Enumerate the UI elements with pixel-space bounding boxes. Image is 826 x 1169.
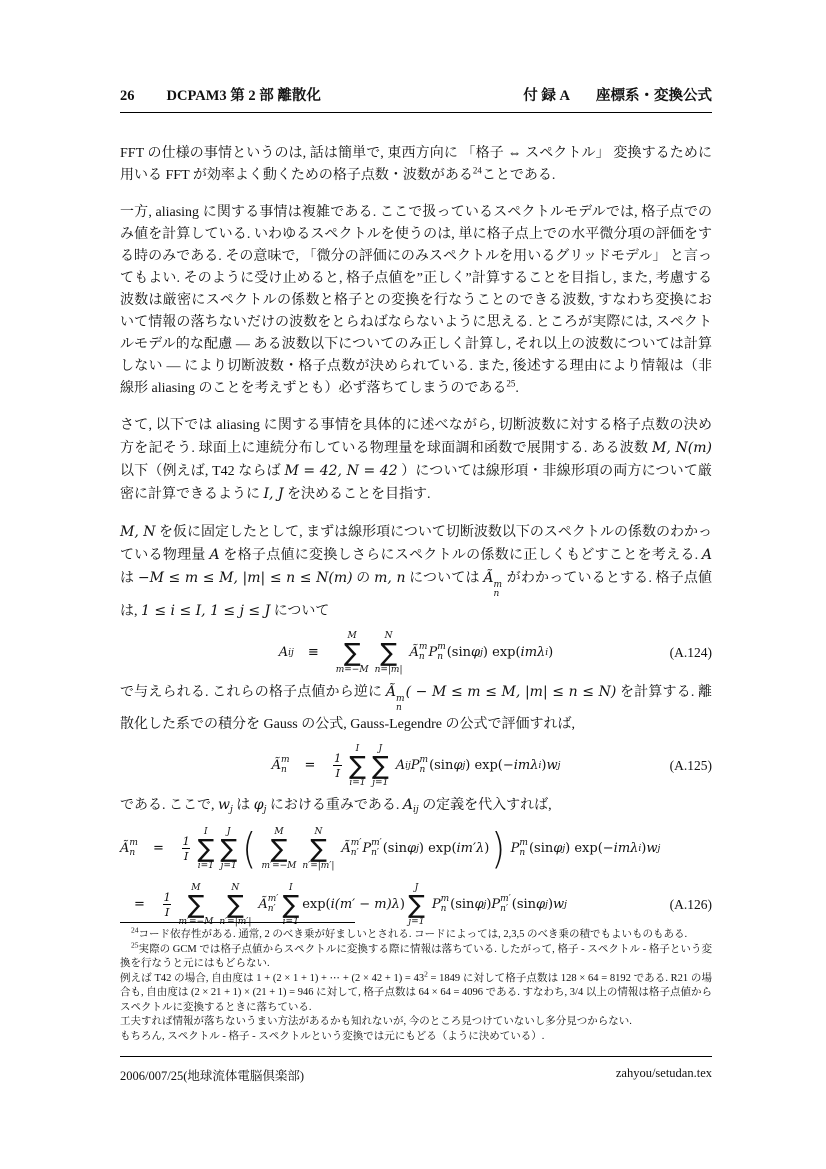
paragraph-sate [120, 415, 712, 506]
footnote-24 [120, 925, 712, 943]
math-run: −imλ [502, 758, 539, 774]
text-run: ことである. [481, 168, 556, 183]
sum-operator [375, 631, 403, 675]
sum-upper-limit: I [204, 826, 208, 837]
chapter-title: DCPAM3 第 2 部 離散化 [166, 88, 321, 104]
sum-operator [197, 827, 214, 871]
sum-lower-limit: i=1 [197, 860, 214, 871]
weight-w: w [553, 897, 565, 913]
text-run: ）については線形項・非線形項の両方について厳密に計算できるように [120, 464, 712, 502]
sum-upper-limit: J [414, 882, 419, 893]
sigma-icon: ∑ [343, 638, 361, 667]
supsub [493, 581, 502, 600]
supsub [441, 895, 450, 914]
legendre-P: P [491, 897, 501, 913]
phi-symbol: φ [453, 758, 463, 774]
text-run: ) exp( [482, 645, 521, 661]
numerator: 1 [182, 833, 190, 848]
sum-operator [262, 827, 297, 871]
footnote-text: コード依存性がある. 通常, 2 のべき乗が好ましいとされる. コードによっては, 2,3,5 のべき乗の積でもよいものもある. [138, 929, 688, 940]
weight-w: w [218, 796, 230, 813]
phi-symbol: φ [553, 841, 563, 857]
equation-number: (A.124) [669, 644, 712, 660]
math-run: Ã [385, 683, 397, 700]
coefficient-A: Ã [258, 897, 268, 913]
subscript: n [519, 847, 526, 858]
phi-symbol: φ [406, 841, 417, 857]
sum-operator [282, 883, 299, 927]
sum-lower-limit: j=1 [220, 860, 237, 871]
text-run: 以下（例えば, T42 ならば [120, 464, 285, 479]
numerator: 1 [334, 750, 342, 765]
text-run: ) [547, 897, 554, 913]
text-run: については [405, 571, 484, 586]
sigma-icon: ∑ [380, 638, 397, 667]
equation-a126-line2-body: = $\frac{1}{I}$ M ∑ m′=−M N ∑ n′=|m′| Ã m′ n′ I ∑ i=1 exp( i(m′ − m)λ ) J ∑ j=1 P m n (sin φ j ) P m′ n′ (sin φ j ) w j [134, 882, 567, 927]
math-run: 1 ≤ i ≤ I, 1 ≤ j ≤ J [141, 602, 271, 619]
sigma-icon: ∑ [187, 889, 205, 919]
superscript: m′ [500, 894, 511, 905]
equiv-symbol: ≡ [307, 645, 319, 661]
equals-symbol: = [304, 758, 316, 774]
sum-lower-limit: j=1 [372, 777, 389, 788]
supsub [519, 839, 528, 858]
sum-upper-limit: J [226, 826, 231, 837]
eq-lhs: Ã [271, 758, 281, 774]
superscript: 2 [424, 969, 428, 978]
subscript: n′ [371, 847, 379, 858]
fraction [333, 751, 342, 781]
math-run: i(m′ − m)λ [330, 897, 400, 913]
text-run: 一方, aliasing に関する事情は複雑である. ここで扱っているスペクトルモデルでは, 格子点でのみ値を計算している. いわゆるスペクトルを使うのは, 単に格子点上での水平微分項の評価をする時のみである. その意味で, 「微分の評価にのみスペクトルを用いるグリッドモデル」 と言ってもよい. そのように受け止めると, 格子点値を”正しく”計算することを目指し, また, 考慮する波数は厳密にスペクトルの係数と格子との変換を行なうことのできる波数, すなわち変換において情報の落ちないだけの波数をとらねばならないように思える. ところが実際には, スペクトルモデル的な配慮 — ある波数以下についてのみ正しく計算し, それ以上の波数については計算しない — により切断波数・格子点数が決められている. また, 後述する理由により情報は（非線形 aliasing のことを考えずとも）必ず落ちてしまうのである [120, 205, 712, 396]
text-run: ) exp( [465, 758, 503, 774]
superscript: m [396, 693, 405, 704]
equals-symbol: = [152, 841, 164, 857]
coefficient-A: Ã [409, 645, 419, 661]
text-run: を計算する. 離散化した系での積分を Gauss の公式, Gauss-Legendre の公式で評価すれば, [120, 684, 713, 732]
numerator: 1 [163, 889, 171, 904]
footnote-25 [120, 940, 712, 972]
footnote-marker: 24 [131, 925, 139, 935]
footnotes-block [120, 922, 712, 1044]
superscript: m′ [350, 838, 362, 849]
sum-operator [220, 827, 237, 871]
sum-lower-limit: n′=|m′| [302, 860, 335, 871]
math-run: M, N [120, 524, 156, 540]
appendix-label: 付 録 A [523, 88, 570, 104]
paragraph-gauss [120, 681, 712, 736]
sum-upper-limit: N [231, 882, 240, 893]
footnote-text: = 1849 に対して格子点数は 128 × 64 = 8192 である. R21 の場合も, 自由度は (2 × 21 + 1) × (21 + 1) = 946 に対して, 格子点数は 64 × 64 = 4096 である. すなわち, 3/4 以上の情報は格子点値からスペクトルに変換するときに落ちている. [120, 972, 712, 1013]
sum-lower-limit: m′=−M [261, 860, 297, 871]
sum-upper-limit: M [191, 882, 201, 893]
footnote-ref-25: 25 [506, 378, 516, 389]
legendre-P: P [362, 841, 372, 857]
sum-operator [178, 883, 213, 927]
subscript: n [437, 651, 443, 662]
running-header [120, 84, 712, 113]
denominator: I [183, 849, 189, 864]
footnote-25-example [120, 969, 712, 1016]
equation-number: (A.126) [669, 896, 712, 912]
text-run: を仮に固定したとして, まずは線形項について切断波数以下のスペクトルの係数のわかっている物理量 [120, 525, 712, 563]
subscript: n′ [267, 903, 276, 914]
equation-a126-line1 [120, 823, 712, 875]
sigma-icon: ∑ [220, 833, 238, 863]
sigma-icon: ∑ [309, 833, 327, 863]
phi-symbol: φ [471, 645, 481, 661]
page-footer [120, 1056, 712, 1084]
superscript: m [129, 838, 138, 849]
footnote-25-note2 [120, 1030, 712, 1045]
sum-operator [349, 744, 366, 788]
superscript: m [437, 642, 446, 653]
supsub [500, 895, 511, 914]
supsub [351, 839, 362, 858]
superscript: m′ [371, 838, 382, 849]
sum-lower-limit: n=|m| [374, 664, 403, 675]
fraction [182, 834, 191, 864]
sum-lower-limit: j=1 [408, 916, 425, 927]
header-left [120, 84, 321, 105]
text-run: ) [486, 897, 492, 913]
subscript: n [396, 703, 402, 714]
subscript: n [493, 589, 500, 600]
legendre-P: P [431, 897, 441, 913]
grid-value-A: A [402, 796, 414, 813]
sigma-icon: ∑ [270, 833, 288, 863]
sigma-icon: ∑ [282, 889, 300, 919]
subscript: n [419, 764, 426, 775]
sum-lower-limit: i=1 [282, 916, 299, 927]
sigma-icon: ∑ [226, 889, 244, 919]
supsub [371, 839, 382, 858]
equation-number: (A.125) [669, 757, 712, 773]
sum-operator [219, 883, 251, 927]
weight-w: w [546, 758, 558, 774]
text-run: を格子点値に変換しさらにスペクトルの係数に正しくもどすことを考える. [219, 548, 702, 563]
sum-lower-limit: m′=−M [178, 916, 214, 927]
superscript: m [280, 755, 290, 766]
paragraph-aliasing [120, 202, 712, 400]
text-run: exp( [302, 897, 331, 913]
math-run: A [209, 547, 220, 563]
sum-lower-limit: n′=|m′| [219, 916, 252, 927]
phi-symbol: φ [253, 796, 264, 813]
legendre-P: P [410, 758, 420, 774]
math-run: imλ [520, 645, 546, 661]
text-run: について [270, 603, 330, 619]
page-content [120, 84, 712, 931]
math-run: I, J [263, 486, 284, 502]
superscript: m [519, 838, 528, 849]
footer-source-file: zahyou/setudan.tex [615, 1066, 712, 1080]
weight-w: w [646, 841, 658, 857]
footnote-25-note1 [120, 1015, 712, 1030]
superscript: m [493, 580, 503, 590]
subscript: n [418, 651, 425, 662]
text-run: は [120, 571, 138, 586]
sum-upper-limit: J [378, 743, 383, 754]
text-run: (sin [429, 758, 454, 774]
math-run: m, n [374, 570, 406, 586]
text-run: ) [548, 645, 554, 661]
footnote-text: もちろん, スペクトル - 格子 - スペクトルという変換では元にもどる（ように決めている）. [120, 1030, 545, 1042]
text-run: (sin [528, 841, 554, 857]
math-run: M = 42, N = 42 [284, 463, 398, 479]
text-run: FFT の仕様の事情というのは, 話は簡単で, 東西方向に 「格子 ⇔ スペクトル」 変換するために用いる FFT が効率よく動くための格子点数・波数がある [120, 146, 712, 183]
footer-left-credit: 2006/007/25(地球流体電脳倶楽部) [120, 1069, 305, 1083]
subscript: n′ [350, 847, 359, 858]
text-run: は [232, 797, 254, 813]
equation-a124-body: A ij ≡ M ∑ m=−M N ∑ n=|m| Ã m n P m n (sin φ j ) exp( imλ i ) [278, 630, 554, 675]
subscript: ij [413, 804, 419, 815]
footnote-rule [120, 922, 355, 923]
text-run: で与えられる. これらの格子点値から逆に [120, 684, 386, 700]
phi-symbol: φ [474, 897, 484, 913]
header-right [523, 84, 712, 105]
supsub [129, 839, 138, 858]
sum-upper-limit: M [274, 826, 284, 837]
footnote-text: 実際の GCM では格子点値からスペクトルに変換する際に情報は落ちている. したがって, 格子 - スペクトル - 格子という変換を行なうと元にはもどらない. [120, 943, 712, 969]
math-run: M, N(m) [652, 440, 713, 456]
sum-upper-limit: M [347, 630, 357, 641]
grid-value-A: A [395, 758, 406, 774]
text-run: (sin [382, 841, 407, 857]
superscript: m′ [267, 894, 279, 905]
subscript: n [129, 847, 136, 858]
text-run: を決めることを目指す. [283, 487, 431, 502]
supsub [281, 756, 290, 775]
legendre-P: P [428, 645, 438, 661]
footnote-marker: 25 [131, 940, 139, 949]
paragraph-weights [120, 794, 712, 817]
fraction [163, 890, 172, 920]
math-run: A [701, 547, 713, 563]
text-run: . [515, 381, 519, 396]
superscript: m [418, 642, 428, 653]
sum-operator [372, 744, 389, 788]
paragraph-fft [120, 143, 712, 187]
subscript: n [280, 764, 287, 775]
math-run: ( − M ≤ m ≤ M, |m| ≤ n ≤ N) [405, 683, 617, 700]
sum-lower-limit: i=1 [349, 777, 366, 788]
text-run: ) [484, 841, 490, 857]
legendre-P: P [510, 841, 520, 857]
eq-lhs: A [278, 645, 289, 661]
sum-upper-limit: I [288, 882, 293, 893]
text-run: ) [641, 841, 647, 857]
sum-operator [336, 631, 369, 675]
math-run: −M ≤ m ≤ M, |m| ≤ n ≤ N(m) [137, 570, 353, 586]
supsub [419, 643, 428, 662]
text-run: における重みである. [266, 797, 403, 813]
supsub [268, 895, 279, 914]
equation-a124 [120, 627, 712, 679]
text-run: (sin [511, 897, 537, 913]
supsub [437, 643, 446, 662]
text-run: ) [541, 758, 547, 774]
sum-lower-limit: m=−M [335, 664, 369, 675]
math-run: im′λ [456, 841, 485, 857]
text-run: ) exp( [418, 841, 457, 857]
text-run: がわかっているとする. 格子点値は, [120, 571, 713, 619]
supsub [396, 695, 405, 714]
subscript: j [229, 804, 233, 815]
sum-upper-limit: I [355, 743, 360, 754]
sigma-icon: ∑ [408, 889, 425, 919]
sum-operator [302, 827, 334, 871]
subscript: n′ [500, 903, 509, 914]
footnote-text: 工夫すれば情報が落ちないうまい方法があるかも知れないが, 今のところ見つけていないし多分見つからない. [120, 1016, 632, 1027]
equation-a125 [120, 740, 712, 792]
superscript: m [419, 755, 429, 766]
sigma-icon: ∑ [371, 750, 389, 780]
text-run: である. ここで, [120, 797, 218, 813]
text-run: (sin [450, 897, 475, 913]
superscript: m [440, 894, 450, 905]
math-run: −imλ [602, 841, 639, 857]
sigma-icon: ∑ [348, 750, 366, 780]
text-run: の定義を代入すれば, [418, 797, 552, 813]
section-title: 座標系・変換公式 [596, 88, 712, 104]
equation-a125-body: Ã m n = $\frac{1}{I}$ I ∑ i=1 J ∑ j=1 A ij P m n (sin φ j ) exp( −imλ i ) w j [271, 743, 561, 788]
eq-lhs: Ã [120, 841, 130, 857]
math-run: Ã [483, 570, 494, 586]
denominator: I [164, 905, 170, 920]
subscript: n [440, 903, 447, 914]
text-run: さて, 以下では aliasing に関する事情を具体的に述べながら, 切断波数に対する格子点数の決め方を記そう. 球面上に連続分布している物理量を球面調和函数で展開する. ある波数 [120, 418, 712, 456]
phi-symbol: φ [536, 897, 546, 913]
supsub [420, 756, 429, 775]
paragraph-mn-fixed [120, 521, 712, 623]
sigma-icon: ∑ [197, 833, 215, 863]
page-number: 26 [120, 88, 135, 104]
sum-operator [408, 883, 425, 927]
footnote-ref-24: 24 [472, 165, 482, 176]
text-run: ) [399, 897, 405, 913]
footnote-text: 例えば T42 の場合, 自由度は 1 + (2 × 1 + 1) + ⋯ + (2 × 42 + 1) = 43 [120, 972, 425, 984]
sum-upper-limit: N [384, 630, 393, 641]
sum-upper-limit: N [314, 826, 323, 837]
text-run: (sin [446, 645, 472, 661]
subscript: j [263, 804, 267, 815]
text-run: ) exp( [565, 841, 603, 857]
denominator: I [335, 766, 340, 781]
text-run: の [352, 571, 375, 586]
coefficient-A: Ã [341, 841, 351, 857]
equals-symbol: = [134, 897, 145, 913]
equation-a126-line1-body: Ã m n = $\frac{1}{I}$ I ∑ i=1 J ∑ j=1 ( M ∑ m′=−M N ∑ n′=|m′| Ã m′ n′ P m′ n′ (sin φ j ) exp( im′λ ) ) P m n (sin φ j ) exp( −imλ i ) w j [120, 823, 661, 873]
